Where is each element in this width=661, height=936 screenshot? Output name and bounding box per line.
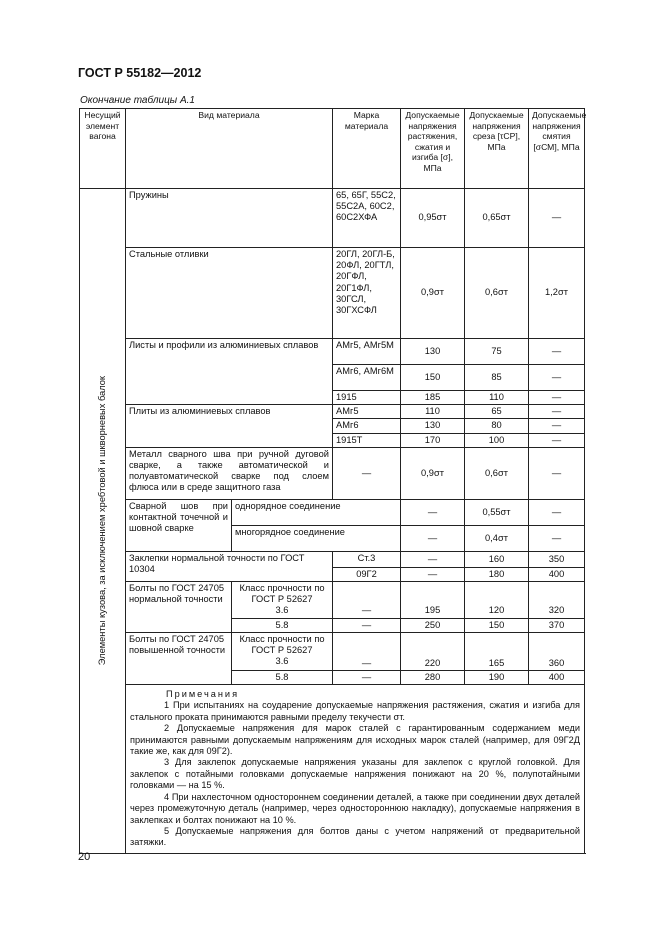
tension-cell: 130 bbox=[401, 419, 465, 433]
col-header-tension: Допускаемые напряжения растяжения, сжатия и изгиба [σ], МПа bbox=[401, 109, 465, 189]
bearing-cell: — bbox=[529, 419, 585, 433]
bearing-cell: 370 bbox=[529, 618, 585, 632]
shear-cell: 165 bbox=[465, 632, 529, 670]
table-row bbox=[80, 447, 585, 499]
bearing-cell: 1,2σт bbox=[529, 248, 585, 339]
material-cell: Листы и профили из алюминиевых сплавов bbox=[126, 339, 333, 405]
material-cell: Заклепки нормальной точности по ГОСТ 10304 bbox=[126, 551, 333, 581]
material-cell: Металл сварного шва при ручной дуговой сварке, а также автоматической и полуавтоматической сварке под слоем флюса или в среде защитного газа bbox=[126, 447, 333, 499]
element-label: Элементы кузова, за исключением хребтовой и шкворневых балок bbox=[96, 376, 107, 666]
grade-cell bbox=[232, 582, 333, 619]
grade-cell: 09Г2 bbox=[333, 567, 401, 581]
material-cell: Пружины bbox=[126, 189, 333, 248]
bolt-class-label: Класс прочности по ГОСТ Р 52627 bbox=[239, 583, 325, 605]
shear-cell: 75 bbox=[465, 339, 529, 365]
note-item: 1 При испытаниях на соударение допускаемые напряжения растяжения, сжатия и изгиба для стального проката принимаются равными пределу текучести σт. bbox=[130, 700, 580, 722]
grade-dash-cell: — bbox=[333, 670, 401, 684]
tension-cell: — bbox=[401, 567, 465, 581]
bearing-cell: — bbox=[529, 499, 585, 525]
grade-cell: Ст.3 bbox=[333, 551, 401, 567]
col-header-element: Несущий элемент вагона bbox=[80, 109, 126, 189]
grade-cell: АМг6, АМг6М bbox=[333, 365, 401, 391]
tension-cell: 170 bbox=[401, 433, 465, 447]
grade-cell: 65, 65Г, 55С2, 55С2А, 60С2, 60С2ХФА bbox=[333, 189, 401, 248]
shear-cell: 80 bbox=[465, 419, 529, 433]
bearing-cell: — bbox=[529, 189, 585, 248]
table-row bbox=[80, 632, 585, 670]
grade-cell: 5.8 bbox=[232, 618, 333, 632]
table-caption: Окончание таблицы А.1 bbox=[80, 95, 195, 106]
table-row bbox=[80, 405, 585, 419]
table-row bbox=[80, 582, 585, 619]
bolt-class-label: Класс прочности по ГОСТ Р 52627 bbox=[239, 633, 325, 656]
col-header-bearing: Допускаемые напряжения смятия [σСМ], МПа bbox=[529, 109, 585, 189]
shear-cell: 160 bbox=[465, 551, 529, 567]
grade-cell: 1915Т bbox=[333, 433, 401, 447]
shear-cell: 0,6σт bbox=[465, 248, 529, 339]
grade-cell: 20ГЛ, 20ГЛ-Б, 20ФЛ, 20ГТЛ, 20ГФЛ, 20Г1ФЛ, 30ГСЛ, 30ГХСФЛ bbox=[333, 248, 401, 339]
table-row bbox=[80, 339, 585, 365]
tension-cell: — bbox=[401, 551, 465, 567]
shear-cell: 0,65σт bbox=[465, 189, 529, 248]
table-row bbox=[80, 248, 585, 339]
tension-cell: 280 bbox=[401, 670, 465, 684]
bolt-class-value: 3.6 bbox=[275, 656, 289, 667]
grade-cell: АМг6 bbox=[333, 419, 401, 433]
notes-title: Примечания bbox=[166, 689, 240, 700]
bearing-cell: — bbox=[529, 365, 585, 391]
shear-cell: 100 bbox=[465, 433, 529, 447]
page-number: 20 bbox=[78, 851, 91, 863]
shear-cell: 190 bbox=[465, 670, 529, 684]
tension-cell: 150 bbox=[401, 365, 465, 391]
tension-cell: 110 bbox=[401, 405, 465, 419]
bolt-class-value: 3.6 bbox=[275, 605, 289, 616]
bearing-cell: — bbox=[529, 433, 585, 447]
grade-cell bbox=[232, 632, 333, 670]
bearing-cell: — bbox=[529, 447, 585, 499]
table-row bbox=[80, 189, 585, 248]
bearing-cell: 320 bbox=[529, 582, 585, 619]
tension-cell: 0,9σт bbox=[401, 447, 465, 499]
notes-cell bbox=[126, 685, 585, 854]
element-label-cell bbox=[80, 189, 126, 854]
shear-cell: 85 bbox=[465, 365, 529, 391]
material-cell: Болты по ГОСТ 24705 повышенной точности bbox=[126, 632, 232, 684]
shear-cell: 110 bbox=[465, 391, 529, 405]
shear-cell: 0,4σт bbox=[465, 525, 529, 551]
bearing-cell: — bbox=[529, 339, 585, 365]
grade-cell: многорядное соединение bbox=[232, 525, 401, 551]
grade-cell: однорядное соединение bbox=[232, 499, 401, 525]
note-item: 4 При нахлесточном одностороннем соединении деталей, а также при соединении двух деталей через промежуточную деталь (например, через одностороннюю накладку), допускаемые напряжения в заклепках и болтах понижают на 10 %. bbox=[130, 791, 580, 825]
tension-cell: — bbox=[401, 499, 465, 525]
tension-cell: 185 bbox=[401, 391, 465, 405]
notes-row bbox=[80, 685, 585, 854]
grade-cell: — bbox=[333, 447, 401, 499]
col-header-material: Вид материала bbox=[126, 109, 333, 189]
tension-cell: — bbox=[401, 525, 465, 551]
table-row bbox=[80, 499, 585, 525]
bearing-cell: — bbox=[529, 525, 585, 551]
material-cell: Сварной шов при контактной точечной и шовной сварке bbox=[126, 499, 232, 551]
bearing-cell: — bbox=[529, 405, 585, 419]
shear-cell: 180 bbox=[465, 567, 529, 581]
shear-cell: 120 bbox=[465, 582, 529, 619]
grade-dash-cell: — bbox=[333, 618, 401, 632]
grade-cell: 1915 bbox=[333, 391, 401, 405]
col-header-grade: Марка материала bbox=[333, 109, 401, 189]
tension-cell: 130 bbox=[401, 339, 465, 365]
col-header-shear: Допускаемые напряжения среза [τСР], МПа bbox=[465, 109, 529, 189]
bearing-cell: 350 bbox=[529, 551, 585, 567]
grade-cell: АМг5, АМг5М bbox=[333, 339, 401, 365]
table-row bbox=[80, 551, 585, 567]
grade-cell: АМг5 bbox=[333, 405, 401, 419]
shear-cell: 150 bbox=[465, 618, 529, 632]
grade-dash-cell: — bbox=[333, 582, 401, 619]
shear-cell: 0,6σт bbox=[465, 447, 529, 499]
bearing-cell: — bbox=[529, 391, 585, 405]
header-row bbox=[80, 109, 585, 189]
material-cell: Плиты из алюминиевых сплавов bbox=[126, 405, 333, 448]
allowable-stress-table bbox=[79, 108, 585, 854]
bearing-cell: 400 bbox=[529, 567, 585, 581]
shear-cell: 0,55σт bbox=[465, 499, 529, 525]
grade-dash-cell: — bbox=[333, 632, 401, 670]
shear-cell: 65 bbox=[465, 405, 529, 419]
tension-cell: 0,9σт bbox=[401, 248, 465, 339]
document-code: ГОСТ Р 55182—2012 bbox=[78, 66, 202, 80]
tension-cell: 0,95σт bbox=[401, 189, 465, 248]
bearing-cell: 360 bbox=[529, 632, 585, 670]
note-item: 2 Допускаемые напряжения для марок сталей с гарантированным содержанием меди принимаются равными допускаемым напряжениям для исходных марок сталей (например, для 09Г2Д такие же, как для 09Г2). bbox=[130, 723, 580, 757]
tension-cell: 220 bbox=[401, 632, 465, 670]
note-item: 5 Допускаемые напряжения для болтов даны с учетом напряжений от предварительной затяжки. bbox=[130, 825, 580, 848]
bearing-cell: 400 bbox=[529, 670, 585, 684]
grade-cell: 5.8 bbox=[232, 670, 333, 684]
material-cell: Болты по ГОСТ 24705 нормальной точности bbox=[126, 582, 232, 633]
material-cell: Стальные отливки bbox=[126, 248, 333, 339]
tension-cell: 250 bbox=[401, 618, 465, 632]
note-item: 3 Для заклепок допускаемые напряжения указаны для заклепок с круглой головкой. Для заклепок с потайными головками допускаемые напряжения понижают на 20 %, полупотайными головками — на 15 %. bbox=[130, 757, 580, 791]
tension-cell: 195 bbox=[401, 582, 465, 619]
